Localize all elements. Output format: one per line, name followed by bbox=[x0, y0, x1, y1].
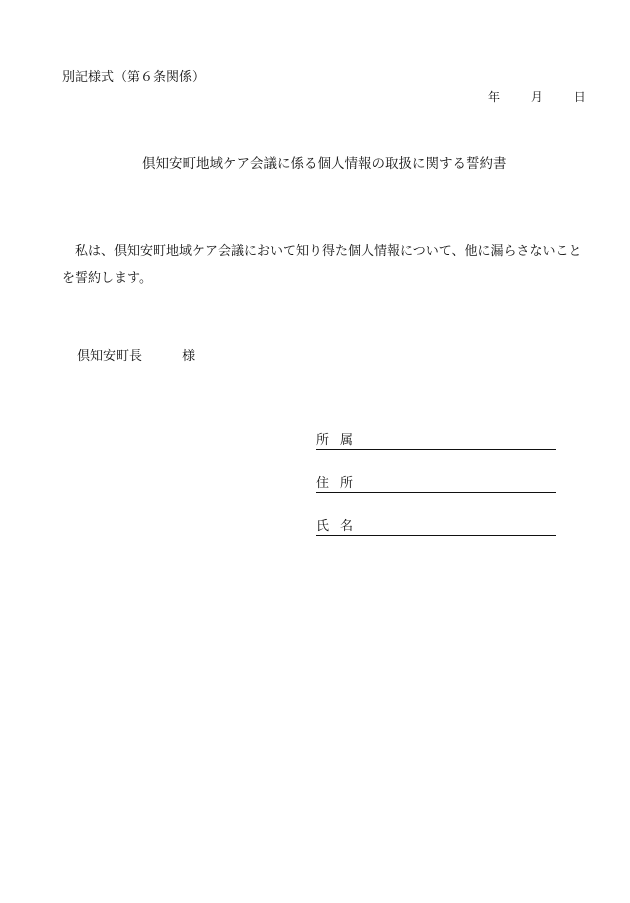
address-field[interactable] bbox=[316, 472, 556, 493]
address-label: 住所 bbox=[316, 476, 365, 491]
date-year-label: 年 bbox=[488, 90, 501, 104]
name-field[interactable] bbox=[316, 515, 556, 536]
document-title: 倶知安町地域ケア会議に係る個人情報の取扱に関する誓約書 bbox=[142, 156, 507, 172]
date-day-label: 日 bbox=[573, 90, 586, 104]
addressee-title: 倶知安町長 bbox=[77, 349, 143, 364]
name-label: 氏名 bbox=[316, 519, 365, 534]
date-month-label: 月 bbox=[530, 90, 543, 104]
form-label: 別記様式（第６条関係） bbox=[62, 70, 206, 85]
date-line bbox=[488, 88, 586, 105]
affiliation-field[interactable] bbox=[316, 429, 556, 450]
addressee bbox=[77, 345, 195, 364]
addressee-honorific: 様 bbox=[182, 349, 196, 364]
affiliation-label: 所属 bbox=[316, 433, 365, 448]
pledge-body-text: 私は、倶知安町地域ケア会議において知り得た個人情報について、他に漏らさないことを誓約します。 bbox=[62, 244, 582, 286]
